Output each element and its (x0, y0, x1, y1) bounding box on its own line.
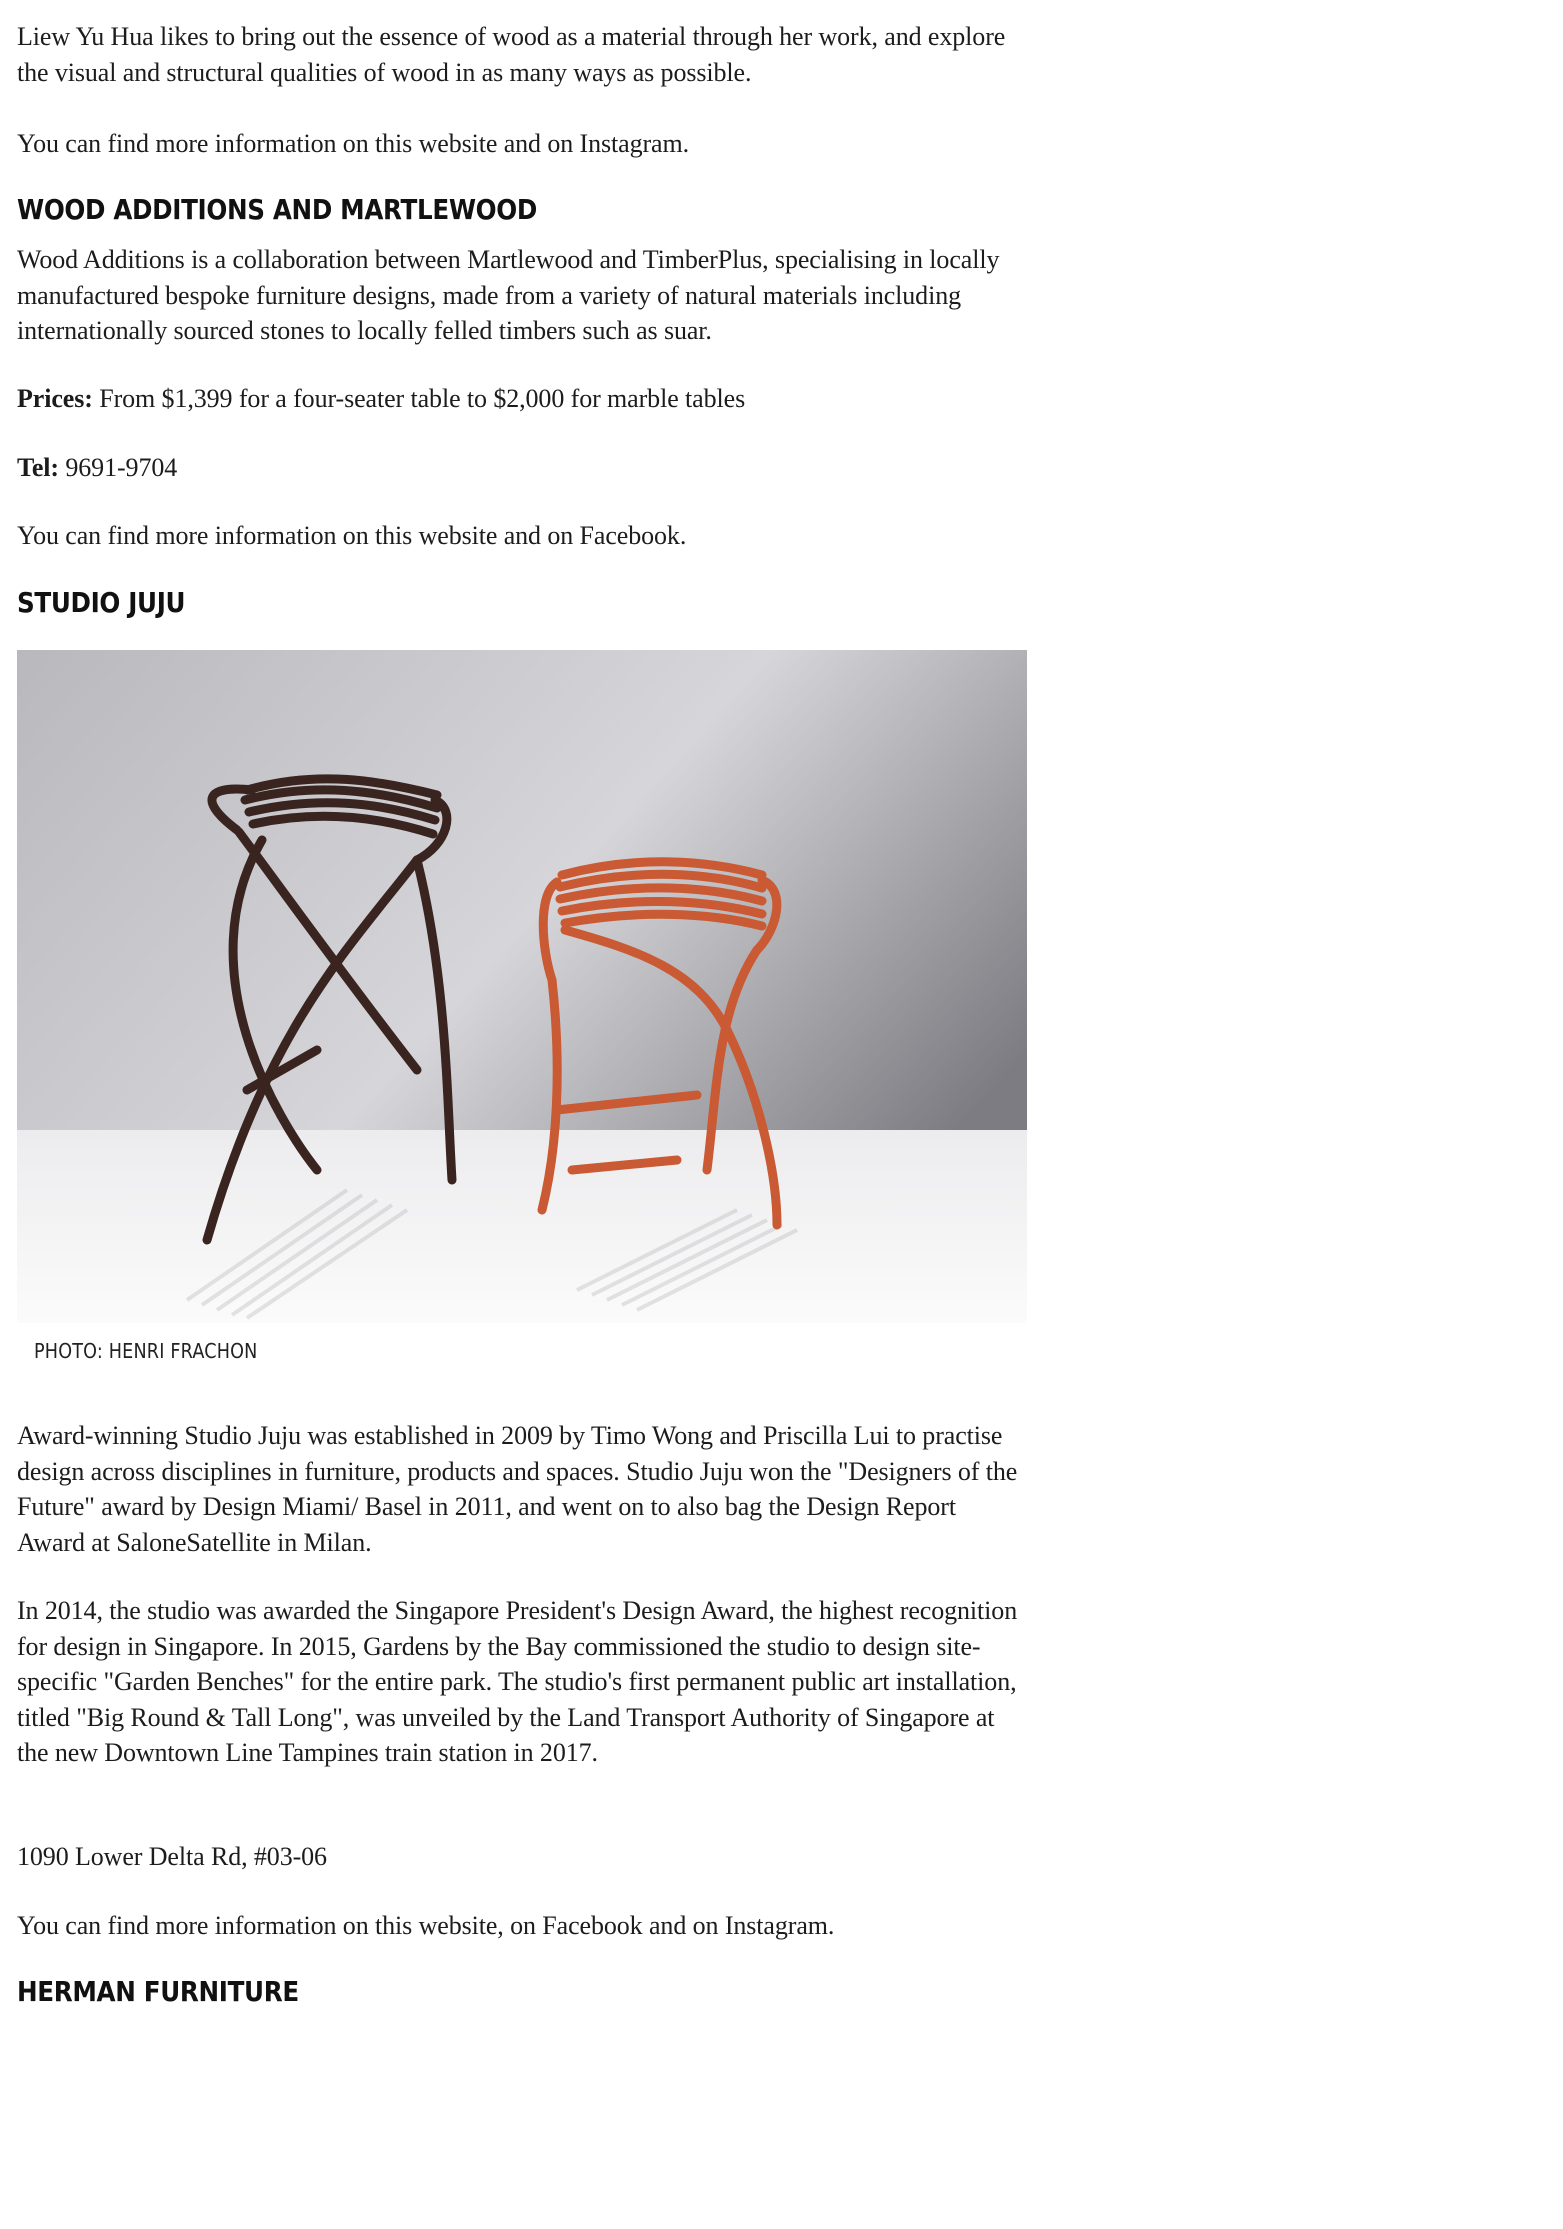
prices-value: From $1,399 for a four-seater table to $2,000 for marble tables (92, 384, 746, 413)
studio-juju-photo (17, 650, 1027, 1323)
studio-juju-more-info: You can find more information on this website, on Facebook and on Instagram. (17, 1911, 835, 1940)
studio-juju-paragraph-2: In 2014, the studio was awarded the Singapore President's Design Award, the highest recognition for design in Singapore. In 2015, Gardens by the Bay commissioned the studio to design site-specific "Garden Benches" for the entire park. The studio's first permanent public art installation, titled "Big Round & Tall Long", was unveiled by the Land Transport Authority of Singapore at the new Downtown Line Tampines train station in 2017. (17, 1596, 1018, 1768)
wood-additions-prices (17, 381, 745, 417)
studio-juju-paragraph-1: Award-winning Studio Juju was established in 2009 by Timo Wong and Priscilla Lui to practise design across disciplines in furniture, products and spaces. Studio Juju won the "Designers of the Future" award by Design Miami/ Basel in 2011, and went on to also bag the Design Report Award at SaloneSatellite in Milan. (17, 1421, 1018, 1557)
prices-label: Prices: (17, 384, 93, 413)
intro-more-info: You can find more information on this website and on Instagram. (17, 129, 689, 158)
section-heading-herman-furniture: HERMAN FURNITURE (17, 1975, 299, 2008)
section-heading-wood-additions: WOOD ADDITIONS AND MARTLEWOOD (17, 193, 537, 226)
section-heading-studio-juju: STUDIO JUJU (17, 586, 186, 619)
wood-additions-more-info: You can find more information on this website and on Facebook. (17, 521, 687, 550)
photo-caption: PHOTO: HENRI FRACHON (34, 1339, 258, 1363)
tel-label: Tel: (17, 453, 59, 482)
tel-value: 9691-9704 (58, 453, 178, 482)
wood-additions-tel (17, 450, 177, 486)
wood-additions-description: Wood Additions is a collaboration between Martlewood and TimberPlus, specialising in locally manufactured bespoke furniture designs, made from a variety of natural materials including internationally sourced stones to locally felled timbers such as suar. (17, 245, 1000, 346)
studio-juju-address: 1090 Lower Delta Rd, #03-06 (17, 1842, 327, 1871)
intro-paragraph: Liew Yu Hua likes to bring out the essence of wood as a material through her work, and explore the visual and structural qualities of wood in as many ways as possible. (17, 22, 1006, 87)
